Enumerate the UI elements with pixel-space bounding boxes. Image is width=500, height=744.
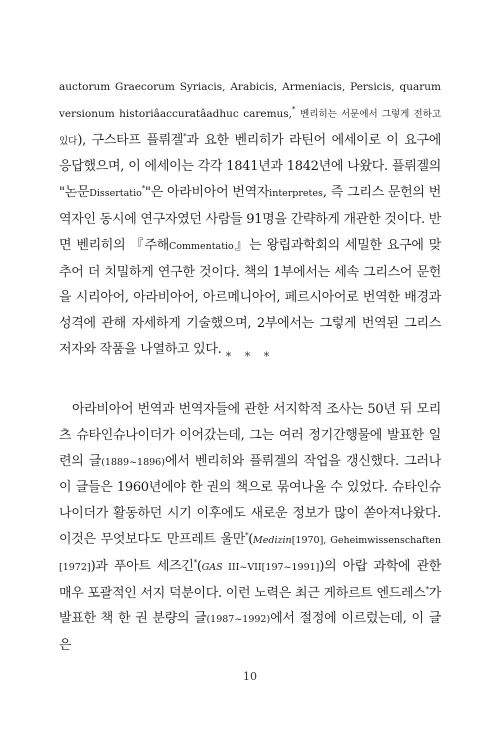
section-separator: * * *	[225, 350, 275, 363]
body-text: )과 푸아트 세즈긴	[90, 558, 194, 574]
body-text: 아라비아어 번역과 번역자들에 관한 서지학적 조사는 50년 뒤 모리츠 슈타인슈나이더가 이어갔는데, 그는 여러 정기간행물에 발표한 일련의 글	[59, 402, 441, 469]
latin-term: Dissertatio	[89, 188, 142, 200]
work-title: GAS	[201, 561, 223, 573]
body-text: 』는 왕립과학회의 세밀한 요구에 맞추어 더 치밀하게 연구한 것이다. 책의 1부에서는 세속 그리스어 문헌을 시리아어, 아라비아어, 아르메니아어, 페르시아어로 번역한 배경과 성격에 관해 자세하게 기술했으며, 2부에서는 그렇게 번역된 그리스 저자와 작품을 나열하고 있다.	[59, 237, 441, 357]
footnote-marker: *	[292, 105, 296, 114]
paragraph-2: 아라비아어 번역과 번역자들에 관한 서지학적 조사는 50년 뒤 모리츠 슈타인슈나이더가 이어갔는데, 그는 여러 정기간행물에 발표한 일련의 글(1889~1896)에서 벤리히와 플뤼겔의 작업을 갱신했다. 그러나 이 글들은 1960년에야 한 권의 책으로 묶여나올 수 있었다. 슈타인슈나이더가 활동하던 시기 이후에도 새로운 정보가 많이 쏟아져나왔다. 이것은 무엇보다도 만프레트 울만*(Medizin[1970], Geheimwissenschaften [1972])과 푸아트 세즈긴*(GAS III~VII[197~1991])의 아랍 과학에 관한 매우 포괄적인 서지 덕분이다. 이런 노력은 최근 게하르트 엔드레스*가 발표한 책 한 권 분량의 글(1987~1992)에서 절정에 이르렀는데, 이 글은	[59, 402, 442, 654]
body-text: 가 발표한 책 한 권 분량의 글	[59, 585, 441, 627]
page-number: 10	[243, 670, 257, 683]
footnote-marker: *	[193, 558, 197, 567]
footnote-marker: *	[245, 531, 249, 540]
body-text: )의 아랍 과학에 관한 매우 포괄적인 서지 덕분이다. 이런 노력은 최근 게하르트 엔드레스	[59, 558, 441, 601]
footnote-marker: *	[425, 585, 429, 594]
body-text: 에서 벤리히와 플뤼겔의 작업을 갱신했다. 그러나 이 글들은 1960년에야 한 권의 책으로 묶여나올 수 있었다. 슈타인슈나이더가 활동하던 시기 이후에도 새로운 정보가 많이 쏟아져나왔다. 이것은 무엇보다도 만프레트 울만	[59, 453, 442, 547]
year-range: (1889~1896)	[101, 456, 165, 468]
work-years: [1970], Geheimwissenschaften [1972]	[59, 534, 442, 573]
body-text: 에서 절정에 이르렀는데, 이 글은	[59, 611, 441, 654]
body-text: , 즉 그리스 문헌의 번역자인 동시에 연구자였던 사람들 91명을 간략하게 개관한 것이다. 반면 벤리히의 『주해	[59, 185, 441, 253]
body-text: "은 아라비아어 번역자	[145, 185, 270, 201]
body-text: 과 요한 벤리히가 라틴어 에세이로 이 요구에 응답했으며, 이 에세이는 각각 1841년과 1842년에 나왔다. 플뤼겔의 "논문	[59, 132, 442, 201]
footnote-marker: *	[141, 184, 146, 193]
body-text: ), 구스타프 플뤼겔	[77, 132, 184, 148]
work-years: III~VII[197~1991]	[222, 561, 320, 573]
footnote-marker: *	[183, 132, 187, 141]
latin-term: interpretes	[269, 188, 323, 200]
inline-note: 벤리히는 서문에서 그렇게 전하고 있다	[59, 108, 441, 147]
latin-term: Commentatio	[168, 240, 234, 252]
year-range: (1987~1992)	[206, 614, 271, 626]
latin-quote: auctorum Graecorum Syriacis, Arabicis, Armeniacis, Persicis, quarum versionum historiâaccuratâadhuc caremus,	[59, 81, 441, 120]
work-title: Medizin	[253, 534, 292, 546]
paragraph-1	[59, 74, 441, 363]
